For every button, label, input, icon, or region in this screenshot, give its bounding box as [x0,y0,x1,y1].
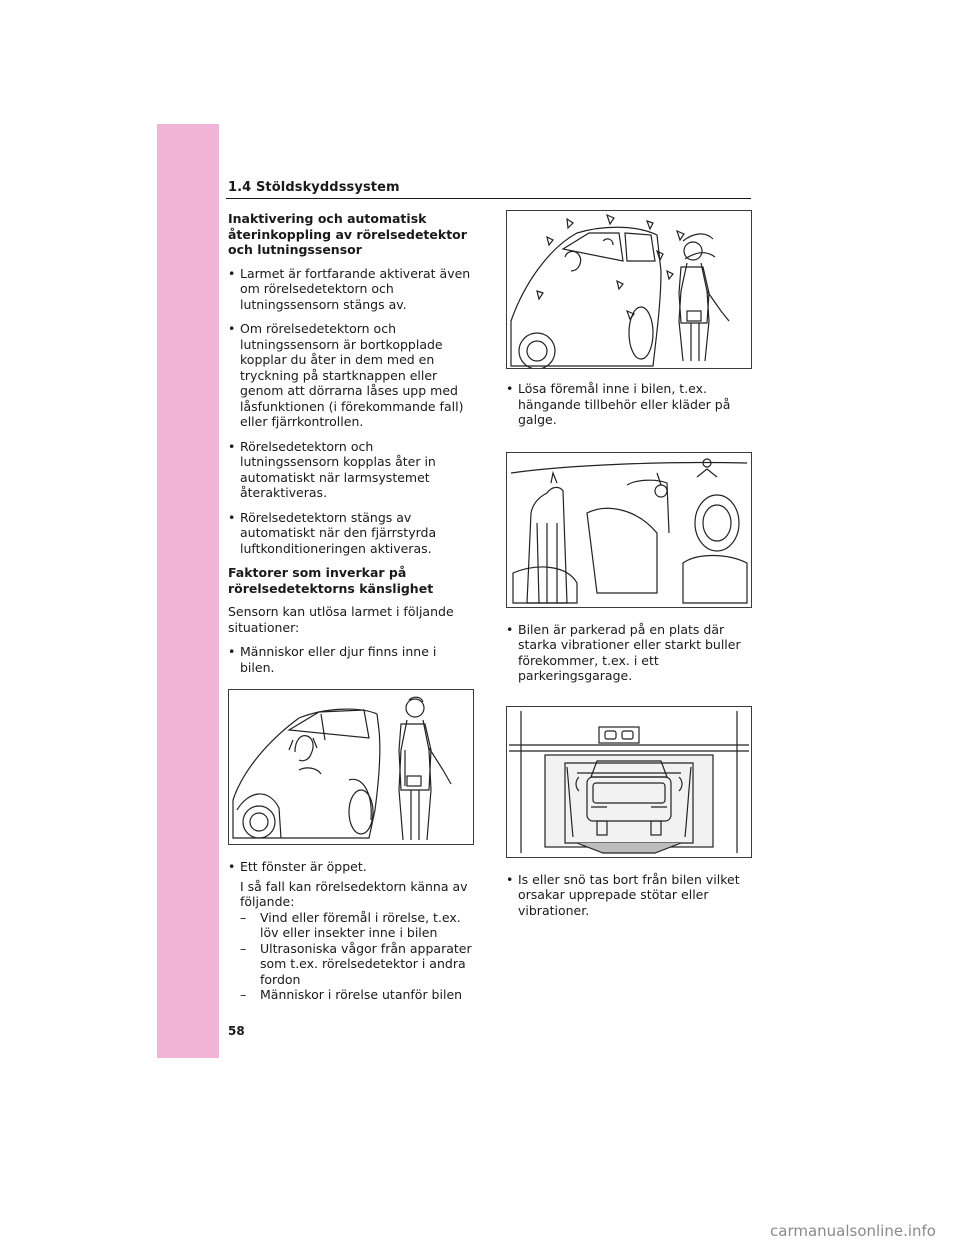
list-item: • Människor eller djur finns inne i bilen. [228,644,437,675]
title-divider [226,198,751,199]
heading-deactivation: Inaktivering och automatisk återinkoppling av rörelsedetektor och lutningssensor [228,211,467,257]
heading-sensitivity-factors: Faktorer som inverkar på rörelsedetektorns känslighet [228,565,434,596]
intro-text: Sensorn kan utlösa larmet i följande situationer: [228,604,454,635]
left-column [228,211,474,1012]
list-item: • Lösa föremål inne i bilen, t.ex. hängande tillbehör eller kläder på galge. [506,381,731,427]
watermark-text: carmanualsonline.info [770,1222,936,1240]
list-item: • Larmet är fortfarande aktiverat även om rörelsedetektorn och lutningssensorn stängs av. [228,265,471,312]
list-item: • Is eller snö tas bort från bilen vilket orsakar upprepade stötar eller vibrationer. [506,871,740,918]
illustration-parking-garage [506,706,752,858]
list-item: • Om rörelsedetektorn och lutningssensorn är bortkopplade kopplar du åter in dem med en tryckning på startknappen eller genom att dörrarna låses upp med låsfunktionen (i förekommande fall) eller fjärrkontrollen. [228,321,464,429]
list-item: – Ultrasoniska vågor från apparater som t.ex. rörelsedetektor i andra fordon [240,940,472,987]
section-title: 1.4 Stöldskyddssystem [228,180,400,195]
list-item: • Ett fönster är öppet. I så fall kan rörelsedektorn känna av följande: – Vind eller föremål i rörelse, t.ex. löv eller insekter inne i bilen – Ultrasoniska vågor från apparater som t.ex. rörelsedetektor i andra fordon – Människor i rörelse utanför bilen [228,859,474,1003]
list-item: • Rörelsedetektorn och lutningssensorn kopplas åter in automatiskt när larmsystemet återaktiveras. [228,438,436,500]
list-item: • Bilen är parkerad på en plats där starka vibrationer eller starkt buller förekommer, t.ex. i ett parkeringsgarage. [506,621,741,683]
list-item: • Rörelsedetektorn stängs av automatiskt när den fjärrstyrda luftkonditioneringen aktiveras. [228,509,437,556]
illustration-open-window-leaves [506,210,752,369]
page-number: 58 [228,1024,245,1038]
list-item: – Människor i rörelse utanför bilen [240,987,463,1002]
right-column [506,210,752,927]
illustration-hanging-items-interior [506,452,752,608]
window-continuation: I så fall kan rörelsedektorn känna av följande: [240,878,468,909]
list-item: – Vind eller föremål i rörelse, t.ex. löv eller insekter inne i bilen [240,909,461,940]
illustration-person-dog-in-car [228,689,474,845]
chapter-sidebar-tab [157,124,219,1058]
